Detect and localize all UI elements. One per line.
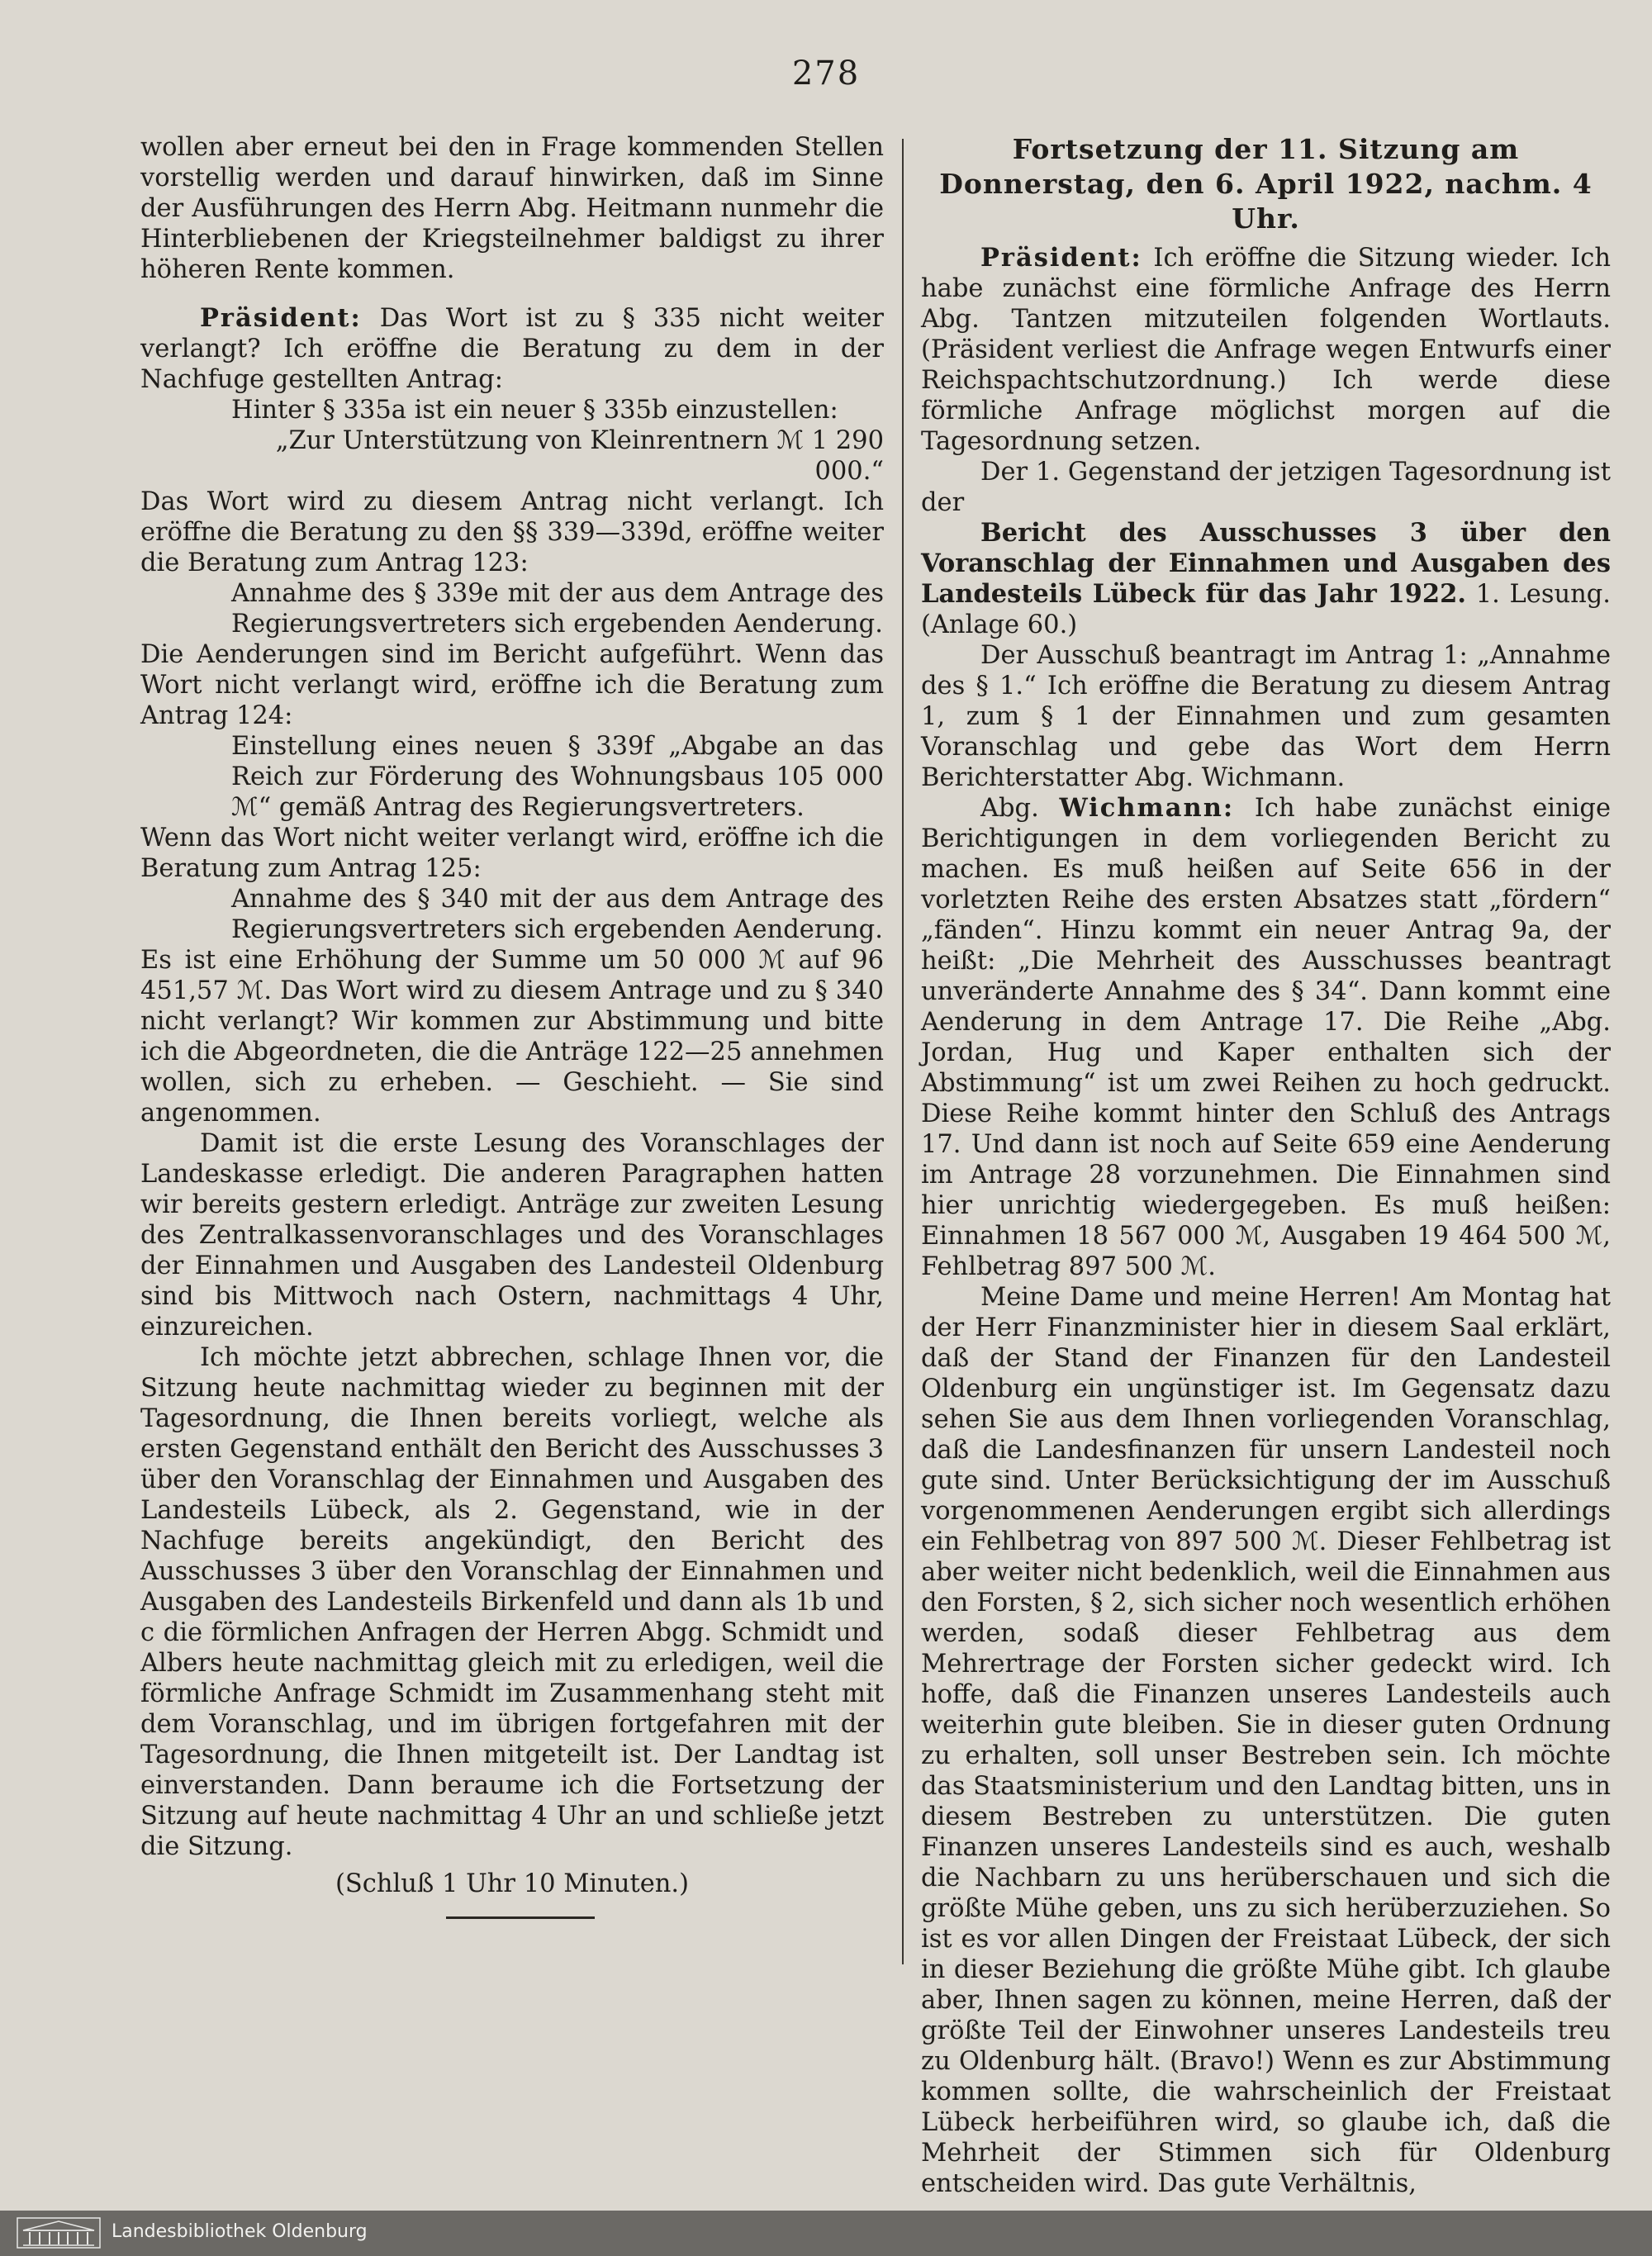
library-building-icon — [17, 2217, 101, 2249]
left-column — [140, 132, 884, 1899]
speech-text: Ich eröffne die Sitzung wieder. Ich habe zunächst eine förmliche Anfrage des Herrn Abg. Tantzen mitzuteilen folgenden Wortlauts. (Präsident verliest die Anfrage wegen Entwurfs einer Reichspachtschutzordnung.) Ich werde diese förmliche Anfrage möglichst morgen auf die Tagesordnung setzen. — [921, 244, 1611, 456]
motion-text: Hinter § 335a ist ein neuer § 335b einzustellen: — [231, 396, 838, 425]
motion-text: Annahme des § 340 mit der aus dem Antrage des Regierungsvertreters sich ergebenden Aenderung. — [231, 885, 884, 944]
paragraph-president — [140, 303, 884, 395]
library-name: Landesbibliothek Oldenburg — [112, 2221, 368, 2242]
paragraph: Der Ausschuß beantragt im Antrag 1: „Annahme des § 1.“ Ich eröffne die Beratung zu diesem Antrag 1, zum § 1 der Einnahmen und zum gesamten Voranschlag und gebe das Wort dem Herrn Berichterstatter Abg. Wichmann. — [921, 641, 1611, 792]
motion-text: Einstellung eines neuen § 339f „Abgabe an das Reich zur Förderung des Wohnungsbaus 105 000 ℳ“ gemäß Antrag des Regierungsvertreters. — [231, 732, 884, 822]
agenda-detail: 1. Lesung. (Anlage 60.) — [921, 580, 1612, 639]
paragraph: Meine Dame und meine Herren! Am Montag hat der Herr Finanzminister hier in diesem Saal erklärt, daß der Stand der Finanzen für den Landesteil Oldenburg ein ungünstiger ist. Im Gegensatz dazu sehen Sie aus dem Ihnen vorliegenden Voranschlag, daß die Landesfinanzen für unsern Landesteil noch gute sind. Unter Berücksichtigung der im Ausschuß vorgenommenen Aenderungen ergibt sich allerdings ein Fehlbetrag von 897 500 ℳ. Dieser Fehlbetrag ist aber weiter nicht bedenklich, weil die Einnahmen aus den Forsten, § 2, sich sicher noch wesentlich erhöhen werden, sodaß dieser Fehlbetrag aus dem Mehrertrage der Forsten sicher gedeckt wird. Ich hoffe, daß die Finanzen unseres Landesteils auch weiterhin gute bleiben. Sie in dieser guten Ordnung zu erhalten, soll unser Bestreben sein. Ich möchte das Staatsministerium und den Landtag bitten, uns in diesem Bestreben zu unterstützen. Die guten Finanzen unseres Landesteils sind es auch, weshalb die Nachbarn zu uns herüberschauen und sich die größte Mühe geben, uns zu sich herüberzuziehen. So ist es vor allen Dingen der Freistaat Lübeck, der sich in dieser Beziehung die größte Mühe gibt. Ich glaube aber, Ihnen sagen zu können, meine Herren, daß der größte Teil der Einwohner unseres Landesteils treu zu Oldenburg hält. (Bravo!) Wenn es zur Abstimmung kommen sollte, die wahrscheinlich der Freistaat Lübeck herbeiführen wird, so glaube ich, daß die Mehrheit der Stimmen sich für Oldenburg entscheiden wird. Das gute Verhältnis, — [921, 1283, 1611, 2198]
footer-bar — [0, 2211, 1652, 2256]
paragraph: Damit ist die erste Lesung des Voranschlages der Landeskasse erledigt. Die anderen Paragraphen hatten wir bereits gestern erledigt. Anträge zur zweiten Lesung des Zentralkassenvoranschlages und des Voranschlages der Einnahmen und Ausgaben des Landesteil Oldenburg sind bis Mittwoch nach Ostern, nachmittags 4 Uhr, einzureichen. — [140, 1129, 884, 1342]
paragraph: Es ist eine Erhöhung der Summe um 50 000 ℳ auf 96 451,57 ℳ. Das Wort wird zu diesem Antrage und zu § 340 nicht verlangt? Wir kommen zur Abstimmung und bitte ich die Abgeordneten, die die Anträge 122—25 annehmen wollen, sich zu erheben. — Geschieht. — Sie sind angenommen. — [140, 946, 884, 1128]
page-number: 278 — [791, 55, 861, 93]
speech-text: Das Wort ist zu § 335 nicht weiter verlangt? Ich eröffne die Beratung zu dem in der Nachfuge gestellten Antrag: — [140, 304, 884, 394]
paragraph: Das Wort wird zu diesem Antrag nicht verlangt. Ich eröffne die Beratung zu den §§ 339—339d, eröffne weiter die Beratung zum Antrag 123: — [140, 487, 884, 577]
speaker-name: Wichmann: — [1059, 793, 1235, 823]
right-column — [921, 132, 1611, 2199]
motion-quote: „Zur Unterstützung von Kleinrentnern ℳ 1 290 000.“ — [275, 426, 884, 486]
agenda-item — [921, 518, 1611, 640]
end-rule — [446, 1916, 595, 1919]
paragraph: Der 1. Gegenstand der jetzigen Tagesordnung ist der — [921, 458, 1611, 517]
speaker-name: Präsident: — [200, 303, 362, 333]
speech-text: Ich habe zunächst einige Berichtigungen in dem vorliegenden Bericht zu machen. Es muß heißen auf Seite 656 in der vorletzten Reihe des ersten Absatzes statt „fördern“ „fänden“. Hinzu kommt ein neuer Antrag 9a, der heißt: „Die Mehrheit des Ausschusses beantragt unveränderte Annahme des § 34“. Dann kommt eine Aenderung in dem Antrage 17. Die Reihe „Abg. Jordan, Hug und Kaper enthalten sich der Abstimmung“ ist um zwei Reihen zu hoch gedruckt. Diese Reihe kommt hinter den Schluß des Antrags 17. Und dann ist noch auf Seite 659 eine Aenderung im Antrage 28 vorzunehmen. Die Einnahmen sind hier unrichtig wiedergegeben. Es muß heißen: Einnahmen 18 567 000 ℳ, Ausgaben 19 464 500 ℳ, Fehlbetrag 897 500 ℳ. — [921, 794, 1612, 1281]
column-divider — [902, 139, 904, 1964]
session-heading: Fortsetzung der 11. Sitzung am Donnerstag, den 6. April 1922, nachm. 4 Uhr. — [939, 133, 1593, 235]
speaker-prefix: Abg. — [980, 794, 1039, 823]
paragraph: wollen aber erneut bei den in Frage kommenden Stellen vorstellig werden und darauf hinwirken, daß im Sinne der Ausführungen des Herrn Abg. Heitmann nunmehr die Hinterbliebenen der Kriegsteilnehmer baldigst zu ihrer höheren Rente kommen. — [140, 133, 884, 284]
paragraph: Wenn das Wort nicht weiter verlangt wird, eröffne ich die Beratung zum Antrag 125: — [140, 824, 884, 883]
paragraph-speaker — [921, 793, 1611, 1282]
session-closing: (Schluß 1 Uhr 10 Minuten.) — [335, 1869, 690, 1898]
motion-text: Annahme des § 339e mit der aus dem Antrage des Regierungsvertreters sich ergebenden Aenderung. — [231, 579, 884, 639]
agenda-title: Bericht des Ausschusses 3 über den Voranschlag der Einnahmen und Ausgaben des Landesteils Lübeck für das Jahr 1922. — [921, 518, 1611, 609]
speaker-name: Präsident: — [980, 243, 1142, 273]
paragraph: Ich möchte jetzt abbrechen, schlage Ihnen vor, die Sitzung heute nachmittag wieder zu beginnen mit der Tagesordnung, die Ihnen bereits vorliegt, welche als ersten Gegenstand enthält den Bericht des Ausschusses 3 über den Voranschlag der Einnahmen und Ausgaben des Landesteils Lübeck, als 2. Gegenstand, wie in der Nachfuge bereits angekündigt, den Bericht des Ausschusses 3 über den Voranschlag der Einnahmen und Ausgaben des Landesteils Birkenfeld und dann als 1b und c die förmlichen Anfragen der Herren Abgg. Schmidt und Albers heute nachmittag gleich mit zu erledigen, weil die förmliche Anfrage Schmidt im Zusammenhang steht mit dem Voranschlag, und im übrigen fortgefahren mit der Tagesordnung, die Ihnen mitgeteilt ist. Der Landtag ist einverstanden. Dann beraume ich die Fortsetzung der Sitzung auf heute nachmittag 4 Uhr an und schließe jetzt die Sitzung. — [140, 1343, 884, 1861]
paragraph: Die Aenderungen sind im Bericht aufgeführt. Wenn das Wort nicht verlangt wird, eröffne ich die Beratung zum Antrag 124: — [140, 640, 884, 730]
paragraph-president — [921, 243, 1611, 457]
